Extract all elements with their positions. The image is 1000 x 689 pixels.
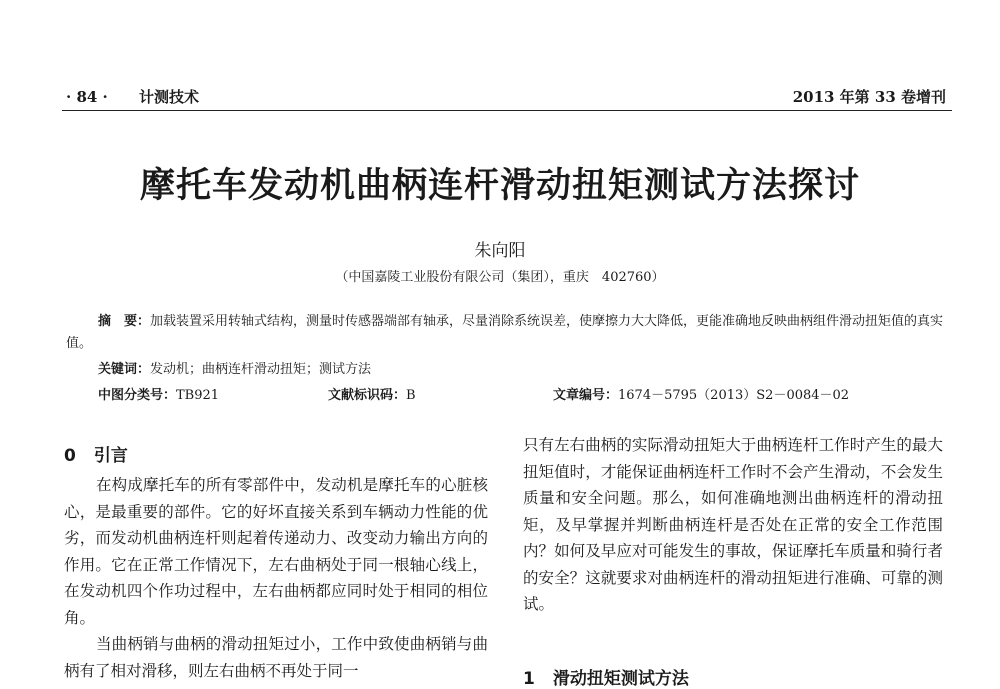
page-number: · 84 · — [66, 88, 108, 106]
classification-value: TB921 — [176, 388, 220, 403]
keywords-text: 发动机；曲柄连杆滑动扭矩；测试方法 — [150, 362, 372, 377]
document-code-label: 文献标识码： — [328, 388, 407, 403]
abstract-text: 加载装置采用转轴式结构，测量时传感器端部有轴承，尽量消除系统误差，使摩擦力大大降低，更能准确地反映曲柄组件滑动扭矩值的真实值。 — [66, 314, 944, 351]
left-column — [64, 472, 488, 684]
section-title: 滑动扭矩测试方法 — [552, 669, 689, 689]
classification-label: 中图分类号： — [98, 388, 177, 403]
section-heading-introduction — [64, 441, 128, 466]
paragraph: 当曲柄销与曲柄的滑动扭矩过小，工作中致使曲柄销与曲柄有了相对滑移，则左右曲柄不再处于同一 — [64, 635, 488, 680]
right-column — [523, 432, 943, 618]
paper-title: 摩托车发动机曲柄连杆滑动扭矩测试方法探讨 — [139, 166, 860, 206]
paragraph: 在构成摩托车的所有零部件中，发动机是摩托车的心脏核心，是最重要的部件。它的好坏直接关系到车辆动力性能的优劣，而发动机曲柄连杆则起着传递动力、改变动力输出方向的作用。它在正常工作情况下，左右曲柄处于同一根轴心线上，在发动机四个作功过程中，左右曲柄都应同时处于相同的相位角。 — [64, 476, 488, 627]
paragraph: 只有左右曲柄的实际滑动扭矩大于曲柄连杆工作时产生的最大扭矩值时，才能保证曲柄连杆工作时不会产生滑动，不会发生质量和安全问题。那么，如何准确地测出曲柄连杆的滑动扭矩，及早掌握并判断曲柄连杆是否处在正常的安全工作范围内？如何及早应对可能发生的事故，保证摩托车质量和骑行者的安全？这就要求对曲柄连杆的滑动扭矩进行准确、可靠的测试。 — [523, 436, 943, 613]
article-number — [553, 384, 849, 403]
journal-issue: 2013 年第 33 卷增刊 — [792, 88, 946, 106]
running-header-left — [66, 86, 199, 107]
header-rule — [62, 110, 952, 111]
keywords-label: 关键词： — [98, 362, 151, 377]
keywords — [98, 358, 371, 377]
section-title: 引言 — [93, 446, 128, 466]
document-code-value: B — [406, 388, 416, 403]
journal-section: 计测技术 — [139, 88, 200, 106]
article-number-value: 1674－5795（2013）S2－0084－02 — [618, 388, 850, 403]
abstract — [66, 311, 950, 355]
section-number: 0 — [64, 446, 76, 466]
document-code — [328, 384, 416, 403]
classification-number — [98, 384, 219, 403]
article-number-label: 文章编号： — [553, 388, 619, 403]
author-affiliation: （中国嘉陵工业股份有限公司（集团），重庆 402760） — [335, 270, 665, 285]
author-name: 朱向阳 — [474, 241, 526, 261]
section-heading-methods — [523, 664, 689, 689]
section-number: 1 — [523, 669, 535, 689]
abstract-label: 摘 要： — [98, 314, 151, 329]
